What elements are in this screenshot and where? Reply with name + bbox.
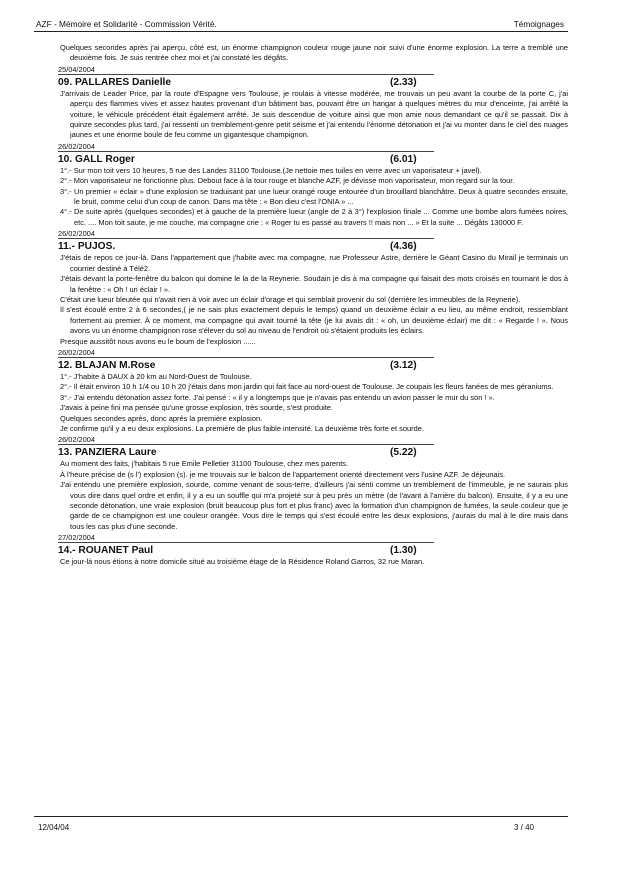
testimony-paragraph: J'avais à peine fini ma pensée qu'une grosse explosion, très sourde, s'est produite. [60,403,333,413]
testimony-number: (3.12) [390,359,417,371]
testimony-paragraph: Quelques secondes après, donc après la première explosion. [60,413,263,423]
testimony-paragraph: Je confirme qu'il y a eu deux explosions. La première de plus faible intensité. La deuxième très forte et sourde. [60,423,424,433]
page-number: 3 / 40 [513,823,534,832]
testimony-title: 14.- ROUANET Paul [58,545,154,557]
testimony-date: 27/02/2004 [58,533,95,543]
testimony-item: 2°.- Mon vaporisateur ne fonctionne plus. Debout face à la tour rouge et blanche AZF, je dévisse mon vaporisateur, mon regard sur la tour. [60,176,515,186]
testimony-item: 1°.- J'habite à DAUX à 20 km au Nord-Ouest de Toulouse. [60,371,252,381]
testimony-heading [58,76,450,89]
testimony-number: (4.36) [390,241,417,253]
testimony-heading [58,446,450,459]
testimony-item: 3°.- J'ai entendu détonation assez forte. J'ai pensé : « il y a longtemps que je n'avais pas entendu un avion passer le mur du son ! ». [60,392,495,402]
testimony-paragraph: C'était une lueur bleutée qui n'avait rien à voir avec un éclair d'orage et qui semblait provenir du sol (derrière les immeubles de la Reynerie). [60,294,521,304]
divider [58,74,434,75]
document-body [60,43,568,568]
testimony-title: 09. PALLARES Danielle [58,76,172,88]
testimony-item: 3°.- Un premier « éclair » d'une explosion se traduisant par une lueur orangé rouge entourée d'un brouillard blanchâtre. Deux à quatre secondes ensuite, le bruit, comme celui d'un coup de canon. Dans ma tête : « Bon dieu c'est l'ONIA » ... [60,186,568,207]
testimony-date: 26/02/2004 [58,347,95,357]
header-title: AZF - Mémoire et Solidarité - Commission Vérité. [36,19,217,29]
testimony-heading [58,240,450,253]
testimony-heading [58,153,450,166]
testimony-title: 10. GALL Roger [58,153,135,165]
testimony-title: 12. BLAJAN M.Rose [58,359,156,371]
testimony-number: (6.01) [390,153,417,165]
testimony-number: (5.22) [390,447,417,459]
testimony-number: (1.30) [390,545,417,557]
testimony-item: 1°.- Sur mon toit vers 10 heures, 5 rue des Landes 31100 Toulouse.(Je nettoie mes tuiles en verre avec un vaporisateur + javel). [60,165,482,175]
testimony-number: (2.33) [390,76,417,88]
divider [58,444,434,445]
testimony-paragraph: J'ai entendu une première explosion, sourde, comme venant de sous-terre, d'ailleurs j'ai senti comme un tremblement de l'immeuble, je ne saurais plus vous dire dans quel ordre et enfin, il y a eu un souffle qui m'a projeté sur à peu près un mètre (de l'avant à l'arrière du balcon). Ensuite, il y a eu une seconde détonation, une vraie explosion (bruit beaucoup plus fort et plus franc) avec la formation d'un champignon de fumées, la seule couleur que je garde de ce champignon est une couleur orangée. Vous dire le temps qui s'est écoulé entre les deux explosions, j'aurais du mal à le dire mais dans tous les cas plus d'une seconde. [60,480,568,531]
header-section: Témoignages [513,19,564,29]
page-header [34,13,568,32]
testimony-item: 2°.- Il était environ 10 h 1/4 ou 10 h 20 j'étais dans mon jardin qui fait face au nord-ouest de Toulouse. Je coupais les fleurs fanées de mes géraniums. [60,382,554,392]
testimony-paragraph: J'étais devant la porte-fenêtre du balcon qui domine le la de la Reynerie. Soudain je dis à ma compagne qui faisait des mots croisés en tournant le dos à la fenêtre : « Oh ! un éclair ! ». [60,274,568,294]
divider [58,357,434,358]
testimony-title: 11.- PUJOS. [58,241,116,253]
testimony-paragraph: J'étais de repos ce jour-là. Dans l'appartement que j'habite avec ma compagne, rue Professeur Astre, derrière le Géant Casino du Mirail je terminais un courrier destiné à Télé2. [60,253,568,273]
testimony-date: 26/02/2004 [58,229,95,239]
intro-paragraph: Quelques secondes après j'ai aperçu, côté est, un énorme champignon couleur rouge jaune noir suivi d'une énorme explosion. La terre a tremblé une deuxième fois. Je suis rentrée chez moi et j'ai constaté les dégâts. [60,43,568,63]
testimony-paragraph: Il s'est écoulé entre 2 à 6 secondes,( je ne sais plus exactement depuis le temps) quand un deuxième éclair a eu lieu, au même endroit, ressemblant fortement au premier. À ce moment, ma compagne qui avait tourné la tête (je lui avais dit : « oh, un deuxième éclair) me dit : « Regarde ! ». Nous avons vu un énorme champignon rose s'élever du sol au niveau de l'endroit où s'étaient produits les éclairs. [60,305,568,336]
footer-date: 12/04/04 [38,823,70,832]
testimony-heading [58,359,450,372]
divider [58,151,434,152]
testimony-date: 26/02/2004 [58,435,95,445]
testimony-paragraph: Ce jour-là nous étions à notre domicile situé au troisième étage de la Résidence Roland Garros, 32 rue Maran. [60,557,425,567]
divider [58,542,434,543]
testimony-date: 26/02/2004 [58,141,95,151]
testimony-paragraph: J'arrivais de Leader Price, par la route d'Espagne vers Toulouse, je roulais à vitesse modérée, me trouvais un peu avant la courbe de la porte C, j'ai aperçu des flammes vives et assez hautes provenant d'un bâtiment bas, pouvant être un hangar à quelques mètres du mur d'enceinte, j'ai arrêté la voiture, le véhicule précédent était également arrêté. Je suis descendue de voiture ainsi que mon amie nous demandant ce qu'il se passait. Dix à quinze secondes plus tard, j'ai ressenti un tremblement-genre petit séisme et j'ai entendu l'énorme détonation et j'ai vu monter dans le ciel des nuages jaunes et une énorme boule de feu comme un gigantesque champignon. [60,88,568,140]
testimony-paragraph: Au moment des faits, j'habitais 5 rue Emile Pelletier 31100 Toulouse, chez mes parents. [60,459,349,469]
divider [58,238,434,239]
intro-date: 25/04/2004 [58,64,95,74]
page-footer [34,816,568,832]
testimony-heading [58,544,450,557]
testimony-title: 13. PANZIERA Laure [58,447,157,459]
testimony-item: 4°.- De suite après (quelques secondes) et à gauche de la première lueur (angle de 2 à 3°) l'explosion finale ... Comme une bombe alors fumées noires, etc. .... Mon toit saute, je me couche, ma compagne crie : « Roger tu es passé au travers !! mais non ... » Et la suite ... Dégâts 130000 F. [60,207,568,227]
testimony-paragraph: À l'heure précise de (s l') explosion (s). je me trouvais sur le balcon de l'appartement orienté directement vers l'usine AZF. Je déjeunais. [60,469,506,479]
testimony-paragraph: Presque aussitôt nous avons eu le boum de l'explosion ...... [60,336,256,346]
